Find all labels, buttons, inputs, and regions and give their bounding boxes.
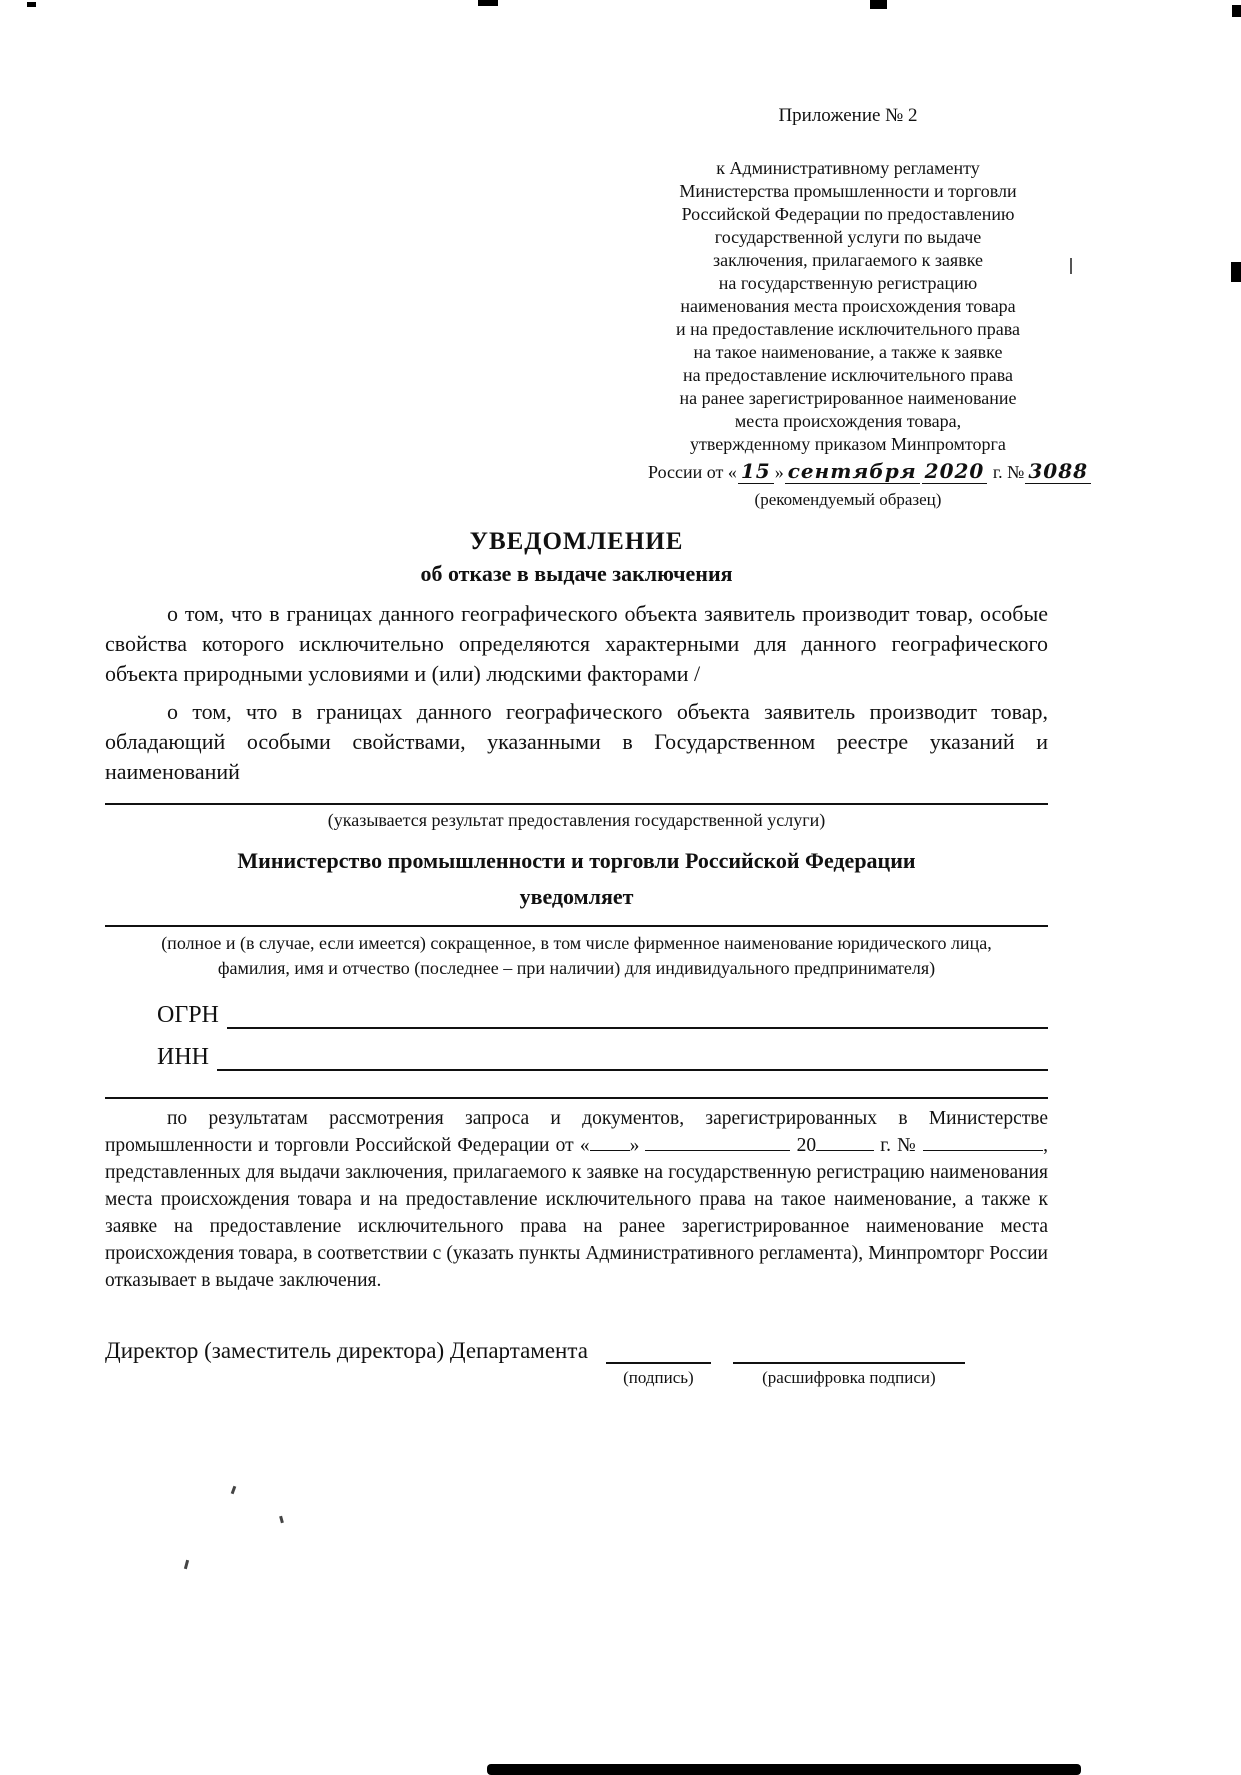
ogrn-row xyxy=(105,1001,1048,1029)
signature-decode-caption: (расшифровка подписи) xyxy=(762,1368,936,1387)
signature-column xyxy=(606,1338,711,1388)
order-close-quote: » xyxy=(774,462,784,482)
name-caption-line-1: (полное и (в случае, если имеется) сокращенное, в том числе фирменное наименование юридического лица, xyxy=(161,933,992,953)
blank-month-field xyxy=(645,1136,790,1151)
blank-number-field xyxy=(923,1136,1043,1151)
inn-row xyxy=(105,1043,1048,1071)
recommended-sample-caption: (рекомендуемый образец) xyxy=(754,490,942,509)
comma: , xyxy=(1043,1135,1049,1156)
regulation-line: и на предоставление исключительного права xyxy=(675,319,1021,339)
divider-line xyxy=(105,925,1048,927)
regulation-line: на предоставление исключительного права xyxy=(683,365,1013,385)
regulation-line: государственной услуги по выдаче xyxy=(714,227,982,247)
order-year-field xyxy=(922,459,988,484)
scan-speck xyxy=(279,1516,284,1524)
scan-artifact xyxy=(1070,258,1072,274)
regulation-line: Российской Федерации по предоставлению xyxy=(681,204,1015,224)
regulation-reference xyxy=(648,157,1048,456)
document-title: УВЕДОМЛЕНИЕ xyxy=(469,528,684,555)
results-text-1: по результатам рассмотрения запроса и документов, зарегистрированных в Министерстве промышленности и торговли Российской Федерации от xyxy=(105,1108,1048,1156)
scan-artifact xyxy=(478,0,498,6)
order-year-handwritten: 2020 xyxy=(924,459,985,483)
blank-year-field xyxy=(816,1136,874,1151)
open-quote: « xyxy=(579,1135,590,1156)
regulation-line: места происхождения товара, xyxy=(734,411,962,431)
order-date-line xyxy=(648,459,1089,484)
order-number-handwritten: 3088 xyxy=(1028,459,1089,483)
regulation-line: утвержденному приказом Минпромторга xyxy=(690,434,1006,454)
order-month-field xyxy=(785,459,920,484)
order-suffix: г. № xyxy=(992,462,1025,482)
regulation-line: на такое наименование, а также к заявке xyxy=(693,342,1003,362)
regulation-line: заключения, прилагаемого к заявке xyxy=(712,250,983,270)
order-day-field xyxy=(738,459,774,484)
blank-day-field xyxy=(590,1136,630,1151)
ogrn-fill-line xyxy=(227,1001,1048,1029)
year-suffix: г. № xyxy=(880,1135,917,1156)
regulation-line: наименования места происхождения товара xyxy=(680,296,1016,316)
ministry-statement xyxy=(105,843,1048,915)
scan-speck xyxy=(231,1486,237,1495)
ministry-line: Министерство промышленности и торговли Российской Федерации xyxy=(237,848,916,873)
document-subtitle: об отказе в выдаче заключения xyxy=(420,561,733,586)
ogrn-label: ОГРН xyxy=(157,1002,219,1028)
order-month-handwritten: сентября xyxy=(787,459,917,483)
signature-block xyxy=(105,1338,1048,1388)
director-label: Директор (заместитель директора) Департамента xyxy=(105,1338,588,1363)
scan-artifact xyxy=(27,2,36,7)
results-paragraph xyxy=(105,1105,1048,1294)
close-quote: » xyxy=(629,1135,640,1156)
paragraph-natural-conditions: о том, что в границах данного географического объекта заявитель производит товар, особые свойства которого исключительно определяются характерными для данного географического объекта природными условиями и (или) людскими факторами / xyxy=(105,601,1048,686)
scan-artifact-bottom-bar xyxy=(487,1764,1081,1775)
results-text-2: представленных для выдачи заключения, прилагаемого к заявке на государственную регистрацию наименования места происхождения товара и на предоставление исключительного права на такое наименование, а также к заявке на предоставление исключительного права на ранее зарегистрированное наименование места происхождения товара, в соответствии с (указать пункты Административного регламента), Минпромторг России отказывает в выдаче заключения. xyxy=(105,1162,1048,1291)
document-content xyxy=(105,0,1089,1388)
scan-artifact xyxy=(1231,262,1241,282)
divider-line xyxy=(105,1097,1048,1099)
ministry-notifies-line: уведомляет xyxy=(519,884,634,909)
inn-fill-line xyxy=(217,1043,1048,1071)
regulation-line: на ранее зарегистрированное наименование xyxy=(679,388,1017,408)
signature-decode-fill-line xyxy=(733,1338,965,1364)
regulation-line: Министерства промышленности и торговли xyxy=(679,181,1017,201)
divider-line xyxy=(105,803,1048,805)
regulation-line: к Административному регламенту xyxy=(716,158,980,178)
signature-decode-column xyxy=(733,1338,965,1388)
paragraph-special-properties: о том, что в границах данного географического объекта заявитель производит товар, обладающий особыми свойствами, указанными в Государственном реестре указаний и наименований xyxy=(105,699,1048,784)
header-right-block xyxy=(648,105,1089,510)
order-number-field xyxy=(1025,459,1091,484)
regulation-line: на государственную регистрацию xyxy=(718,273,978,293)
result-caption: (указывается результат предоставления государственной услуги) xyxy=(327,810,826,830)
signature-caption: (подпись) xyxy=(623,1368,694,1387)
appendix-label: Приложение № 2 xyxy=(778,105,918,126)
signature-fill-line xyxy=(606,1338,711,1364)
name-caption-line-2: фамилия, имя и отчество (последнее – при наличии) для индивидуального предпринимателя) xyxy=(217,958,936,978)
inn-label: ИНН xyxy=(157,1044,209,1070)
year-prefix: 20 xyxy=(796,1135,817,1156)
scan-artifact xyxy=(870,0,887,9)
order-prefix: России от « xyxy=(648,462,737,482)
scan-speck xyxy=(184,1560,189,1569)
order-day-handwritten: 15 xyxy=(740,459,771,483)
scan-artifact xyxy=(1232,5,1241,17)
